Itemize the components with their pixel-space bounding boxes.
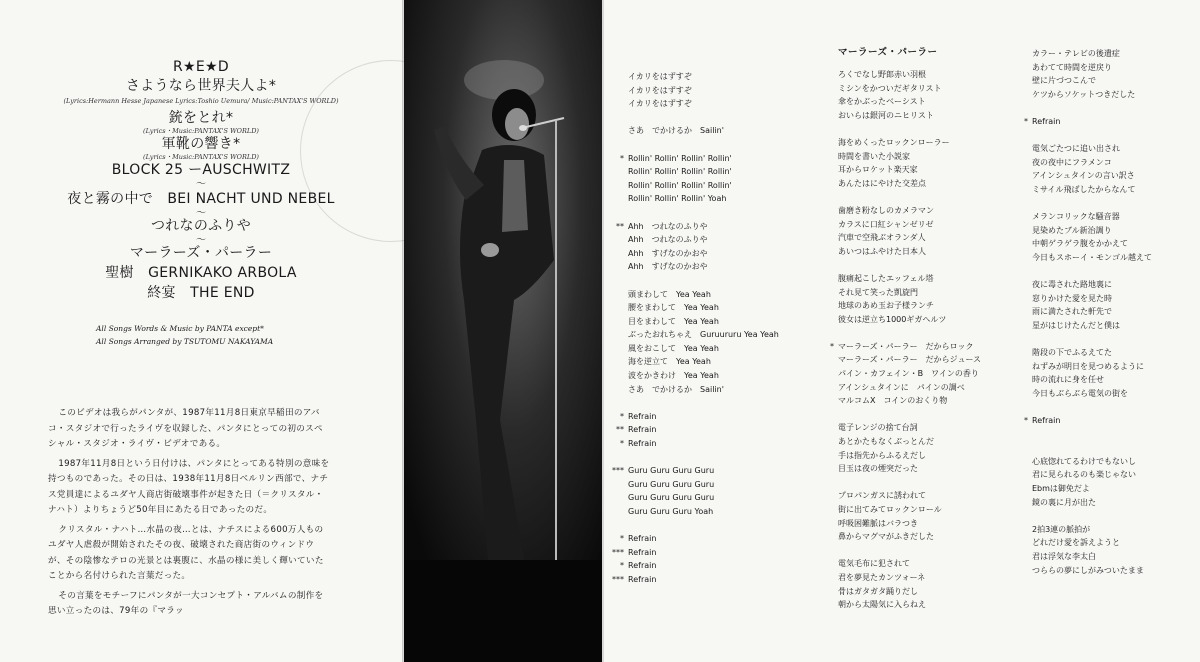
refrain-marker: *** <box>612 547 624 557</box>
album-title: R★E★D <box>173 59 229 75</box>
lyric-text: 海を逆立て Yea Yeah <box>628 357 711 367</box>
lyric-line <box>604 451 779 465</box>
lyric-line <box>814 367 981 381</box>
lyric-line <box>1008 305 1152 319</box>
lyric-line <box>1008 564 1152 578</box>
song-title: 銃をとれ* <box>168 110 234 126</box>
lyric-line <box>1008 468 1152 482</box>
lyric-text: ろくでなし野郎赤い羽根 <box>838 70 926 79</box>
lyric-text: それ見て笑った凱旋門 <box>838 287 918 297</box>
liner-paragraph: 1987年11月8日という日付けは、パンタにとってある特別の意味を持つものであった。その日は、1938年11月8日ベルリン西部で、ナチス党員達によるユダヤ人商店街破壊事件が起きた日（＝クリスタル・ナハト）よりちょうど50年目にあたる日であったのだ。 <box>48 458 330 515</box>
lyric-line <box>814 122 981 136</box>
lyric-text: 骨はガタガタ踊りだし <box>838 586 918 596</box>
lyric-text: さあ でかけるか Sailin' <box>628 126 724 136</box>
lyric-text: Refrain <box>628 425 657 435</box>
lyric-line <box>814 150 981 164</box>
lyric-text: Rollin' Rollin' Rollin' Rollin' <box>628 167 732 177</box>
lyric-text: 頭まわして Yea Yeah <box>628 289 711 299</box>
lyric-text: どれだけ愛を訴えようと <box>1032 538 1120 548</box>
lyric-line <box>1008 482 1152 496</box>
lyric-line <box>1008 400 1152 414</box>
lyric-text: イカリをはずすぞ <box>628 72 692 81</box>
lyric-text: 時間を書いた小説家 <box>838 151 910 161</box>
lyric-line <box>604 206 779 220</box>
refrain-marker: * <box>620 534 624 544</box>
lyric-line <box>1008 319 1152 333</box>
lyric-text: 壁に片づつこんで <box>1032 76 1096 86</box>
credits-block <box>96 322 356 348</box>
medley-item: マーラーズ・パーラー <box>129 245 273 261</box>
liner-paragraph: クリスタル・ナハト…水晶の夜…とは、ナチスによる600万人ものユダヤ人虐殺が開始されたその夜、破壊された商店街のウィンドウが、その陰惨なテロの光景とは裏腹に、水晶の様に美しく輝いていたことから名付けられた言葉だった。 <box>48 524 324 581</box>
lyric-line <box>604 410 779 424</box>
lyric-text: 君に見られるのも楽じゃない <box>1032 470 1136 480</box>
lyric-line <box>604 464 779 478</box>
lyric-text: Ebmは御免だよ <box>1032 484 1090 493</box>
medley-separator: ～ <box>196 179 206 190</box>
lyric-line <box>604 505 779 519</box>
lyric-line <box>1008 360 1152 374</box>
lyric-line <box>1008 455 1152 469</box>
medley-item: 夜と霧の中で BEI NACHT UND NEBEL <box>67 191 335 207</box>
lyric-text: 夜に毒された路地裏に <box>1032 280 1112 290</box>
lyric-line <box>604 559 779 573</box>
lyric-line <box>604 274 779 288</box>
lyric-line <box>1008 346 1152 360</box>
lyric-text: Ahh すげなのかおや <box>628 262 708 272</box>
lyric-text: Refrain <box>628 439 657 449</box>
lyric-line <box>814 544 981 558</box>
refrain-marker: * <box>830 341 834 351</box>
lyric-text: つららの夢にしがみついたまま <box>1032 565 1144 575</box>
lyric-line <box>814 503 981 517</box>
credits-line: All Songs Arranged by TSUTOMU NAKAYAMA <box>96 337 274 346</box>
refrain-marker: * <box>1024 116 1028 126</box>
lyric-line <box>814 231 981 245</box>
microphone <box>519 125 527 131</box>
lyric-text: 今日もぶらぶら電気の街を <box>1032 388 1128 398</box>
lyric-line <box>814 449 981 463</box>
lyric-text: ねずみが明日を見つめるように <box>1032 361 1144 371</box>
lyric-text: マーラーズ・パーラー だからロック <box>838 341 974 351</box>
lyric-text: Guru Guru Guru Yoah <box>628 507 714 516</box>
lyric-text: 雨に満たされた軒先で <box>1032 307 1112 317</box>
lyric-line <box>1008 115 1152 129</box>
lyric-text: 階段の下でふるえてた <box>1032 348 1112 358</box>
refrain-marker: *** <box>612 574 624 584</box>
lyric-text: Refrain <box>1032 416 1061 426</box>
lyric-text: Guru Guru Guru Guru <box>628 493 715 503</box>
lyric-line <box>814 272 981 286</box>
refrain-marker: ** <box>616 221 624 231</box>
stage-floor <box>404 560 602 662</box>
lyric-line <box>1008 47 1152 61</box>
lyric-line <box>814 313 981 327</box>
lyric-line <box>604 260 779 274</box>
lyric-line <box>1008 88 1152 102</box>
lyric-line <box>814 163 981 177</box>
lyric-text: 地球のあめ玉お子様ランチ <box>838 301 934 311</box>
lyric-line <box>814 177 981 191</box>
booklet-left-panel <box>0 0 403 662</box>
lyric-text: さあ でかけるか Sailin' <box>628 384 724 394</box>
lyric-line <box>814 462 981 476</box>
song-credit: (Lyrics・Music:PANTAX'S WORLD) <box>143 153 259 161</box>
lyric-line <box>604 383 779 397</box>
lyric-text: あいつはふやけた日本人 <box>838 246 926 256</box>
lyric-line <box>814 204 981 218</box>
lyric-text: 彼女は逆立ち1000ギガヘルツ <box>838 314 947 324</box>
liner-notes <box>48 406 330 624</box>
lyric-line <box>1008 210 1152 224</box>
refrain-marker: * <box>620 561 624 571</box>
lyric-text: 2拍3連の脈拍が <box>1032 524 1091 534</box>
lyric-line <box>604 179 779 193</box>
lyric-text: 星がはじけたんだと僕は <box>1032 320 1120 330</box>
lyric-text: 傘をかぶったベーシスト <box>838 97 926 107</box>
lyric-text: アインシュタインの言い訳さ <box>1032 171 1135 181</box>
lyric-text: 風をおこして Yea Yeah <box>628 343 719 353</box>
lyric-text: 手は指先からふるえだし <box>838 450 926 460</box>
song-credit: (Lyrics:Hermann Hesse Japanese Lyrics:Toshio Uemura/ Music:PANTAX'S WORLD) <box>63 97 339 105</box>
lyric-text: Ahh つれなのふりや <box>628 235 708 245</box>
lyric-line <box>814 136 981 150</box>
lyric-line <box>604 301 779 315</box>
lyric-line <box>604 315 779 329</box>
lyric-text: 汽車で空飛ぶオランダ人 <box>838 233 926 243</box>
lyric-line <box>604 573 779 587</box>
lyrics-column-b <box>814 68 981 612</box>
lyric-text: 見染めたブル新治調り <box>1032 225 1112 235</box>
lyric-text: Rollin' Rollin' Rollin' Yoah <box>628 194 727 204</box>
lyric-line <box>1008 550 1152 564</box>
lyric-line <box>1008 523 1152 537</box>
lyric-text: カラスに口紅シャンゼリゼ <box>838 219 934 229</box>
lyric-text: あわてて時間を逆戻り <box>1032 62 1112 72</box>
lyric-text: Refrain <box>628 411 657 421</box>
lyric-text: 鼻からマグマがふきだした <box>838 532 934 542</box>
lyric-text: ぶったおれちゃえ Guruururu Yea Yeah <box>628 330 779 340</box>
lyric-line <box>814 585 981 599</box>
lyric-text: 電子レンジの捨て台詞 <box>838 423 918 433</box>
lyric-line <box>604 342 779 356</box>
lyric-line <box>1008 441 1152 455</box>
lyrics-panel <box>604 0 1200 662</box>
lyric-line <box>814 218 981 232</box>
lyric-line <box>604 532 779 546</box>
lyric-text: 時の流れに身を任せ <box>1032 375 1104 385</box>
lyric-line <box>604 328 779 342</box>
liner-paragraph: このビデオは我らがパンタが、1987年11月8日東京早稲田のアバコ・スタジオで行ったライヴを収録した、パンタにとっての初のスペシャル・スタジオ・ライヴ・ビデオである。 <box>48 408 323 449</box>
lyric-text: 腹痛起こしたエッフェル塔 <box>838 273 934 283</box>
lyric-text: イカリをはずすぞ <box>628 99 692 109</box>
lyric-text: 呼吸困難脈はバラつき <box>838 518 918 528</box>
singer-shirt <box>502 160 528 232</box>
medley-item: つれなのふりや <box>150 218 252 234</box>
lyric-line <box>814 340 981 354</box>
lyric-line <box>604 165 779 179</box>
lyric-text: 腰をまわして Yea Yeah <box>628 303 719 313</box>
lyric-text: カラー・テレビの後遺症 <box>1032 49 1120 58</box>
lyric-text: Refrain <box>628 574 657 584</box>
lyric-line <box>814 286 981 300</box>
lyric-line <box>1008 101 1152 115</box>
lyric-line <box>814 82 981 96</box>
lyric-line <box>604 546 779 560</box>
song-title: さようなら世界夫人よ* <box>125 78 277 94</box>
lyric-text: パイン・カフェイン・B ワインの香り <box>838 369 979 379</box>
lyric-line <box>604 478 779 492</box>
lyric-line <box>1008 536 1152 550</box>
lyric-line <box>604 220 779 234</box>
lyric-line <box>604 97 779 111</box>
lyric-text: Rollin' Rollin' Rollin' Rollin' <box>628 180 732 190</box>
lyric-text: Ahh すげなのかおや <box>628 248 708 258</box>
lyric-line <box>604 369 779 383</box>
lyric-text: ケツからソケットつきだした <box>1032 89 1136 99</box>
lyric-line <box>604 111 779 125</box>
lyric-line <box>814 557 981 571</box>
song-title: 終宴 THE END <box>147 285 255 301</box>
lyric-text: メランコリックな騒音器 <box>1032 212 1120 222</box>
lyric-line <box>1008 414 1152 428</box>
lyrics-column-c <box>1008 47 1152 577</box>
lyric-text: 歯磨き粉なしのカメラマン <box>838 205 934 215</box>
lyric-line <box>814 571 981 585</box>
lyric-text: アインシュタインに パインの調べ <box>838 382 965 392</box>
lyric-line <box>814 381 981 395</box>
lyric-text: Rollin' Rollin' Rollin' Rollin' <box>628 153 732 163</box>
lyric-text: 目をまわして Yea Yeah <box>628 316 719 326</box>
lyric-text: イカリをはずすぞ <box>628 85 692 95</box>
lyric-line <box>604 152 779 166</box>
lyric-line <box>604 288 779 302</box>
credits-line: All Songs Words & Music by PANTA except* <box>96 324 264 333</box>
lyric-line <box>1008 224 1152 238</box>
lyric-line <box>1008 428 1152 442</box>
lyric-text: Refrain <box>1032 116 1061 126</box>
lyric-line <box>604 423 779 437</box>
lyric-line <box>814 245 981 259</box>
lyric-line <box>814 353 981 367</box>
lyric-text: Refrain <box>628 561 657 571</box>
lyric-text: 街に出てみてロックンロール <box>838 505 942 514</box>
lyric-line <box>814 489 981 503</box>
lyric-line <box>1008 387 1152 401</box>
lyric-line <box>814 435 981 449</box>
song-title: 聖樹 GERNIKAKO ARBOLA <box>105 265 297 281</box>
lyric-text: 海をめくったロックンローラー <box>838 137 950 147</box>
lyric-text: 波をかきわけ Yea Yeah <box>628 371 719 381</box>
lyric-text: Guru Guru Guru Guru <box>628 466 715 476</box>
lyric-text: マルコムX コインのおくり物 <box>838 396 948 406</box>
lyric-text: 中朝ゲラゲラ腹をかかえて <box>1032 239 1128 249</box>
lyric-line <box>814 394 981 408</box>
lyric-text: Refrain <box>628 534 657 544</box>
lyric-text: 夜の夜中にフラメンコ <box>1032 157 1112 167</box>
lyric-line <box>604 233 779 247</box>
lyric-line <box>814 408 981 422</box>
lyric-text: 目玉は夜の煙突だった <box>838 464 918 474</box>
lyric-text: あとかたもなくぶっとんだ <box>838 437 934 447</box>
lyric-line <box>814 421 981 435</box>
lyric-line <box>814 476 981 490</box>
lyric-line <box>1008 278 1152 292</box>
lyric-line <box>604 355 779 369</box>
lyric-line <box>814 326 981 340</box>
lyric-text: 朝から太陽気に入らねえ <box>838 600 926 610</box>
lyric-line <box>1008 197 1152 211</box>
lyric-line <box>1008 142 1152 156</box>
lyric-line <box>604 491 779 505</box>
lyric-line <box>604 70 779 84</box>
lyric-line <box>1008 496 1152 510</box>
lyric-line <box>1008 265 1152 279</box>
lyric-text: Guru Guru Guru Guru <box>628 479 715 489</box>
lyric-text: 今日もスホーイ・モンゴル越えて <box>1032 252 1152 262</box>
lyric-line <box>814 530 981 544</box>
liner-paragraph: その言葉をモチーフにパンタが一大コンセプト・アルバムの制作を思い立ったのは、79年の『マラッ <box>48 590 324 616</box>
lyric-text: ミサイル飛ばしたからなんて <box>1032 184 1136 194</box>
refrain-marker: * <box>620 439 624 449</box>
lyric-line <box>604 437 779 451</box>
refrain-marker: * <box>620 411 624 421</box>
lyric-line <box>604 519 779 533</box>
refrain-marker: * <box>1024 416 1028 426</box>
lyric-text: Refrain <box>628 547 657 557</box>
lyric-line <box>604 396 779 410</box>
medley-separator: ～ <box>196 235 206 246</box>
lyric-line <box>814 517 981 531</box>
singer-face <box>505 108 529 140</box>
lyric-text: 君は浮気な李太白 <box>1032 551 1096 561</box>
concert-photo <box>404 0 602 662</box>
song-title: 軍靴の響き* <box>161 136 241 152</box>
medley-item: BLOCK 25 ーAUSCHWITZ <box>111 162 291 178</box>
refrain-marker: ** <box>616 425 624 435</box>
lyrics-title: マーラーズ・パーラー <box>838 47 938 58</box>
song-credit: (Lyrics・Music:PANTAX'S WORLD) <box>143 127 259 135</box>
lyric-line <box>814 258 981 272</box>
lyric-line <box>1008 373 1152 387</box>
lyric-text: 電気ごたつに追い出され <box>1032 144 1120 154</box>
lyric-line <box>1008 61 1152 75</box>
lyric-text: 窓りかけた愛を見た時 <box>1032 293 1112 303</box>
lyric-line <box>1008 332 1152 346</box>
lyric-line <box>604 84 779 98</box>
lyric-line <box>1008 169 1152 183</box>
lyric-text: あんたはにやけた交差点 <box>838 178 926 188</box>
lyric-line <box>814 299 981 313</box>
lyric-line <box>814 190 981 204</box>
lyric-line <box>1008 237 1152 251</box>
lyric-line <box>1008 129 1152 143</box>
lyric-text: 耳からロケット楽天家 <box>838 165 918 175</box>
lyric-line <box>1008 74 1152 88</box>
lyric-text: おいらは銀河のニヒリスト <box>838 110 934 120</box>
refrain-marker: * <box>620 153 624 163</box>
lyric-text: Ahh つれなのふりや <box>628 221 708 231</box>
lyric-line <box>604 124 779 138</box>
singer-hand <box>481 243 499 257</box>
lyric-line <box>814 95 981 109</box>
lyric-line <box>1008 183 1152 197</box>
lyric-text: 君を夢見たカンツォーネ <box>838 572 926 582</box>
medley-separator: ～ <box>196 208 206 219</box>
lyric-line <box>604 247 779 261</box>
lyric-line <box>814 598 981 612</box>
lyric-line <box>1008 292 1152 306</box>
lyric-text: 心底惚れてるわけでもないし <box>1032 456 1136 466</box>
lyric-text: 電気毛布に犯されて <box>838 559 910 569</box>
singer-photo-illustration <box>404 0 602 662</box>
lyric-text: 鏡の裏に月が出た <box>1032 497 1096 507</box>
lyric-line <box>814 68 981 82</box>
lyric-line <box>1008 509 1152 523</box>
lyric-text: ミシンをかついだギタリスト <box>838 83 942 93</box>
lyrics-column-a <box>604 70 779 587</box>
lyric-text: マーラーズ・パーラー だからジュース <box>838 355 982 365</box>
lyric-line <box>604 138 779 152</box>
lyric-text: プロパンガスに誘われて <box>838 491 926 501</box>
lyric-line <box>1008 156 1152 170</box>
lyric-line <box>814 109 981 123</box>
lyric-line <box>1008 251 1152 265</box>
lyric-line <box>604 192 779 206</box>
refrain-marker: *** <box>612 466 624 476</box>
